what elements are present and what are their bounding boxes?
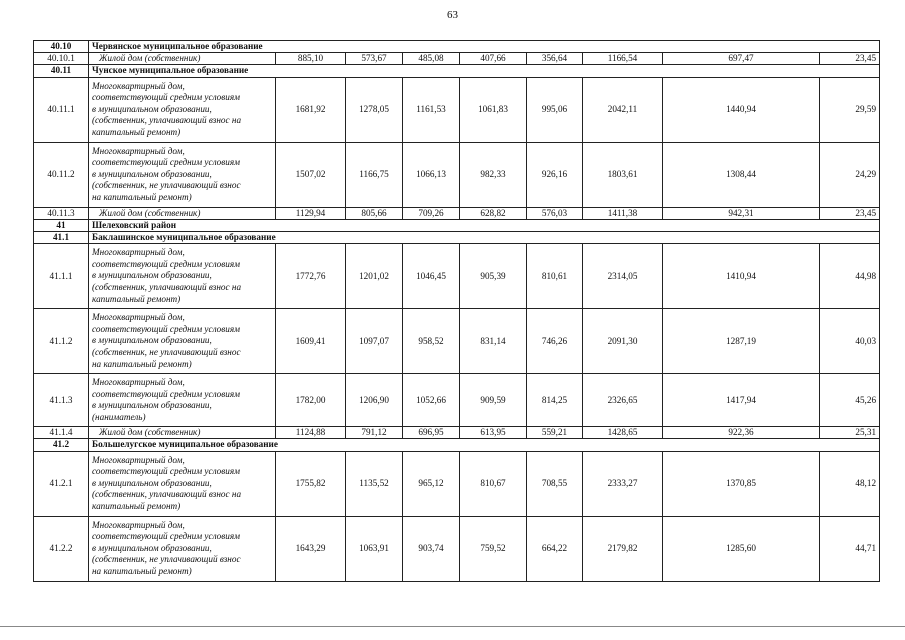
value-cell: 1052,66 bbox=[403, 374, 460, 427]
value-cell: 995,06 bbox=[527, 77, 583, 142]
value-cell: 1278,05 bbox=[346, 77, 403, 142]
value-cell: 1417,94 bbox=[663, 374, 820, 427]
value-cell: 1440,94 bbox=[663, 77, 820, 142]
description-line: Многоквартирный дом, bbox=[92, 247, 185, 258]
value-cell: 29,59 bbox=[820, 77, 880, 142]
row-code: 41.1.4 bbox=[34, 427, 89, 439]
section-code: 40.10 bbox=[34, 41, 89, 53]
value-cell: 2179,82 bbox=[583, 516, 663, 581]
table-row bbox=[34, 427, 880, 439]
value-cell: 23,45 bbox=[820, 207, 880, 219]
value-cell: 746,26 bbox=[527, 309, 583, 374]
table-row bbox=[34, 516, 880, 581]
value-cell: 1507,02 bbox=[276, 142, 346, 207]
value-cell: 1046,45 bbox=[403, 244, 460, 309]
description-line: в муниципальном образовании, bbox=[92, 168, 212, 179]
value-cell: 1166,75 bbox=[346, 142, 403, 207]
description-line: на капитальный ремонт) bbox=[92, 192, 192, 202]
row-description bbox=[89, 77, 276, 142]
value-cell: 1411,38 bbox=[583, 207, 663, 219]
section-header-row bbox=[34, 219, 880, 231]
description-line: Многоквартирный дом, bbox=[92, 519, 185, 530]
description-line: Многоквартирный дом, bbox=[92, 454, 185, 465]
value-cell: 628,82 bbox=[460, 207, 527, 219]
description-line: соответствующий средним условиям bbox=[92, 388, 240, 399]
value-cell: 805,66 bbox=[346, 207, 403, 219]
table-row bbox=[34, 142, 880, 207]
description-line: Многоквартирный дом, bbox=[92, 145, 185, 156]
section-header-row bbox=[34, 232, 880, 244]
row-description bbox=[89, 451, 276, 516]
description-line: соответствующий средним условиям bbox=[92, 157, 240, 168]
table-row bbox=[34, 53, 880, 65]
value-cell: 909,59 bbox=[460, 374, 527, 427]
value-cell: 1206,90 bbox=[346, 374, 403, 427]
section-code: 41.1 bbox=[34, 232, 89, 244]
value-cell: 25,31 bbox=[820, 427, 880, 439]
page-bottom-edge bbox=[0, 626, 905, 627]
description-line: (собственник, не уплачивающий взнос bbox=[92, 180, 241, 191]
description-line: (собственник, уплачивающий взнос на bbox=[92, 489, 242, 500]
description-line: (собственник, уплачивающий взнос на bbox=[92, 282, 242, 293]
section-code: 41.2 bbox=[34, 439, 89, 451]
row-code: 41.1.3 bbox=[34, 374, 89, 427]
value-cell: 1097,07 bbox=[346, 309, 403, 374]
value-cell: 1063,91 bbox=[346, 516, 403, 581]
value-cell: 1370,85 bbox=[663, 451, 820, 516]
row-code: 40.11.3 bbox=[34, 207, 89, 219]
row-description bbox=[89, 427, 276, 439]
section-title: Большелугское муниципальное образование bbox=[89, 439, 880, 451]
description-line: в муниципальном образовании, bbox=[92, 400, 212, 411]
row-description bbox=[89, 244, 276, 309]
row-description bbox=[89, 142, 276, 207]
row-code: 40.11.2 bbox=[34, 142, 89, 207]
value-cell: 559,21 bbox=[527, 427, 583, 439]
value-cell: 573,67 bbox=[346, 53, 403, 65]
row-code: 40.11.1 bbox=[34, 77, 89, 142]
row-code: 41.1.1 bbox=[34, 244, 89, 309]
value-cell: 759,52 bbox=[460, 516, 527, 581]
value-cell: 1782,00 bbox=[276, 374, 346, 427]
table-body bbox=[34, 41, 880, 582]
table-row bbox=[34, 451, 880, 516]
table-row bbox=[34, 309, 880, 374]
value-cell: 708,55 bbox=[527, 451, 583, 516]
description-line: (собственник, уплачивающий взнос на bbox=[92, 115, 242, 126]
value-cell: 48,12 bbox=[820, 451, 880, 516]
value-cell: 965,12 bbox=[403, 451, 460, 516]
section-title: Шелеховский район bbox=[89, 219, 880, 231]
description-line: капитальный ремонт) bbox=[92, 127, 181, 137]
value-cell: 1308,44 bbox=[663, 142, 820, 207]
value-cell: 2333,27 bbox=[583, 451, 663, 516]
description-line: соответствующий средним условиям bbox=[92, 323, 240, 334]
value-cell: 810,67 bbox=[460, 451, 527, 516]
value-cell: 1428,65 bbox=[583, 427, 663, 439]
description-line: Многоквартирный дом, bbox=[92, 80, 185, 91]
description-line: на капитальный ремонт) bbox=[92, 566, 192, 577]
description-line: соответствующий средним условиям bbox=[92, 258, 240, 269]
description-line: соответствующий средним условиям bbox=[92, 92, 240, 103]
value-cell: 2042,11 bbox=[583, 77, 663, 142]
value-cell: 696,95 bbox=[403, 427, 460, 439]
description-line: в муниципальном образовании, bbox=[92, 270, 212, 281]
value-cell: 1061,83 bbox=[460, 77, 527, 142]
value-cell: 613,95 bbox=[460, 427, 527, 439]
value-cell: 1201,02 bbox=[346, 244, 403, 309]
description-line: капитальный ремонт) bbox=[92, 501, 181, 512]
description-line: в муниципальном образовании, bbox=[92, 477, 212, 488]
value-cell: 831,14 bbox=[460, 309, 527, 374]
section-code: 40.11 bbox=[34, 65, 89, 77]
value-cell: 24,29 bbox=[820, 142, 880, 207]
value-cell: 2091,30 bbox=[583, 309, 663, 374]
value-cell: 810,61 bbox=[527, 244, 583, 309]
description-line: Многоквартирный дом, bbox=[92, 377, 185, 388]
description-line: на капитальный ремонт) bbox=[92, 358, 192, 369]
value-cell: 2314,05 bbox=[583, 244, 663, 309]
value-cell: 697,47 bbox=[663, 53, 820, 65]
value-cell: 1681,92 bbox=[276, 77, 346, 142]
section-title: Баклашинское муниципальное образование bbox=[89, 232, 880, 244]
row-code: 40.10.1 bbox=[34, 53, 89, 65]
value-cell: 23,45 bbox=[820, 53, 880, 65]
page-number: 63 bbox=[447, 9, 458, 21]
value-cell: 1287,19 bbox=[663, 309, 820, 374]
value-cell: 1643,29 bbox=[276, 516, 346, 581]
section-header-row bbox=[34, 65, 880, 77]
value-cell: 45,26 bbox=[820, 374, 880, 427]
value-cell: 356,64 bbox=[527, 53, 583, 65]
description-line: Жилой дом (собственник) bbox=[99, 427, 201, 438]
description-line: в муниципальном образовании, bbox=[92, 335, 212, 346]
value-cell: 407,66 bbox=[460, 53, 527, 65]
row-code: 41.2.2 bbox=[34, 516, 89, 581]
value-cell: 1803,61 bbox=[583, 142, 663, 207]
value-cell: 2326,65 bbox=[583, 374, 663, 427]
description-line: (собственник, не уплачивающий взнос bbox=[92, 554, 241, 565]
value-cell: 1410,94 bbox=[663, 244, 820, 309]
value-cell: 44,98 bbox=[820, 244, 880, 309]
value-cell: 942,31 bbox=[663, 207, 820, 219]
value-cell: 485,08 bbox=[403, 53, 460, 65]
value-cell: 1285,60 bbox=[663, 516, 820, 581]
description-line: капитальный ремонт) bbox=[92, 293, 181, 304]
table-row bbox=[34, 207, 880, 219]
description-line: Жилой дом (собственник) bbox=[99, 53, 201, 64]
section-header-row bbox=[34, 439, 880, 451]
value-cell: 791,12 bbox=[346, 427, 403, 439]
tariff-table bbox=[33, 40, 880, 582]
value-cell: 709,26 bbox=[403, 207, 460, 219]
description-line: соответствующий средним условиям bbox=[92, 531, 240, 542]
value-cell: 1609,41 bbox=[276, 309, 346, 374]
row-description bbox=[89, 516, 276, 581]
value-cell: 905,39 bbox=[460, 244, 527, 309]
section-header-row bbox=[34, 41, 880, 53]
row-description bbox=[89, 207, 276, 219]
row-description bbox=[89, 374, 276, 427]
value-cell: 1161,53 bbox=[403, 77, 460, 142]
table-row bbox=[34, 374, 880, 427]
value-cell: 576,03 bbox=[527, 207, 583, 219]
row-code: 41.1.2 bbox=[34, 309, 89, 374]
row-description bbox=[89, 309, 276, 374]
value-cell: 982,33 bbox=[460, 142, 527, 207]
section-title: Червянское муниципальное образование bbox=[89, 41, 880, 53]
value-cell: 1166,54 bbox=[583, 53, 663, 65]
description-line: в муниципальном образовании, bbox=[92, 542, 212, 553]
value-cell: 1135,52 bbox=[346, 451, 403, 516]
description-line: в муниципальном образовании, bbox=[92, 103, 212, 114]
description-line: (наниматель) bbox=[92, 411, 146, 422]
value-cell: 1129,94 bbox=[276, 207, 346, 219]
value-cell: 922,36 bbox=[663, 427, 820, 439]
value-cell: 664,22 bbox=[527, 516, 583, 581]
value-cell: 1772,76 bbox=[276, 244, 346, 309]
description-line: Жилой дом (собственник) bbox=[99, 207, 201, 218]
description-line: Многоквартирный дом, bbox=[92, 312, 185, 323]
value-cell: 903,74 bbox=[403, 516, 460, 581]
value-cell: 1124,88 bbox=[276, 427, 346, 439]
value-cell: 44,71 bbox=[820, 516, 880, 581]
value-cell: 1066,13 bbox=[403, 142, 460, 207]
value-cell: 40,03 bbox=[820, 309, 880, 374]
value-cell: 1755,82 bbox=[276, 451, 346, 516]
section-code: 41 bbox=[34, 219, 89, 231]
description-line: (собственник, не уплачивающий взнос bbox=[92, 347, 241, 358]
value-cell: 814,25 bbox=[527, 374, 583, 427]
section-title: Чунское муниципальное образование bbox=[89, 65, 880, 77]
row-description bbox=[89, 53, 276, 65]
value-cell: 958,52 bbox=[403, 309, 460, 374]
description-line: соответствующий средним условиям bbox=[92, 466, 240, 477]
table-row bbox=[34, 244, 880, 309]
table-row bbox=[34, 77, 880, 142]
value-cell: 885,10 bbox=[276, 53, 346, 65]
value-cell: 926,16 bbox=[527, 142, 583, 207]
row-code: 41.2.1 bbox=[34, 451, 89, 516]
